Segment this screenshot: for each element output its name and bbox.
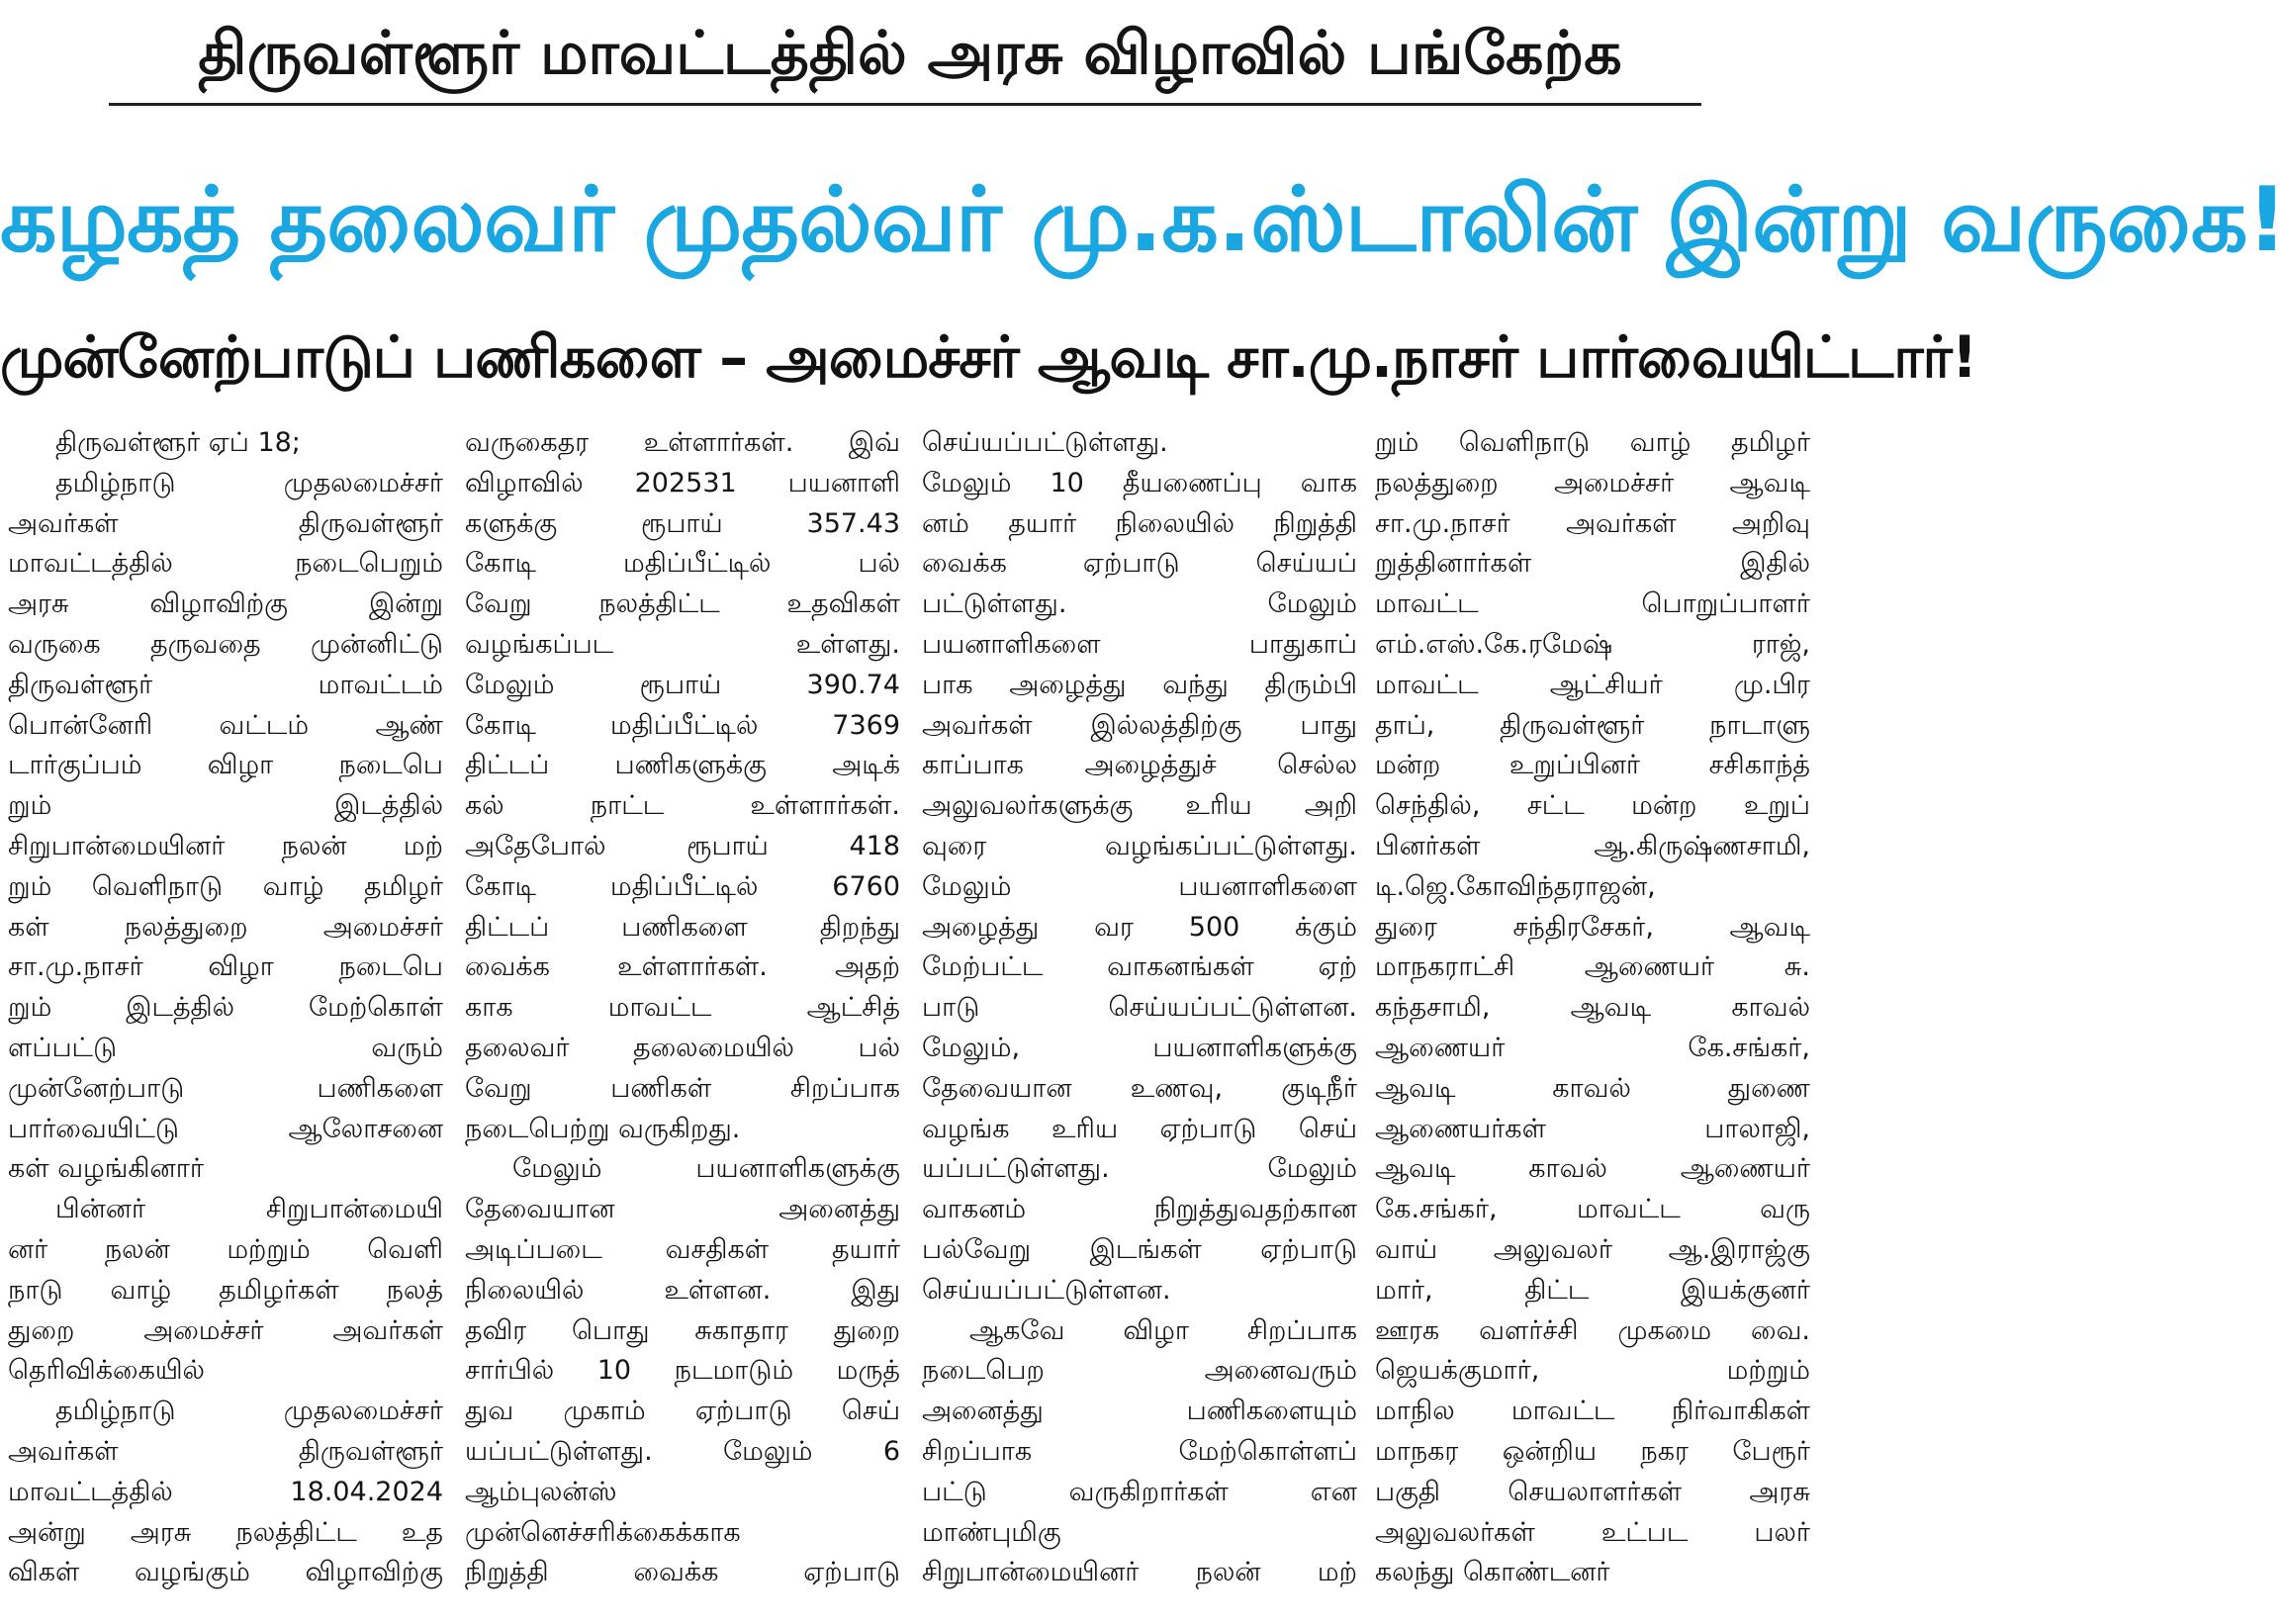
article-line: மாவட்டத்தில் 18.04.2024 (8, 1476, 443, 1507)
article-line: அதேபோல் ரூபாய் 418 (465, 830, 900, 861)
article-column-3 (922, 423, 1357, 1610)
article-line: விழாவில் 202531 பயனாளி (465, 467, 900, 498)
article-line: பொன்னேரி வட்டம் ஆண் (8, 709, 443, 741)
article-line: வருகைதர உள்ளார்கள். இவ் (465, 427, 900, 458)
article-line: எம்.எஸ்.கே.ரமேஷ் ராஜ், (1375, 628, 1810, 660)
article-line: அழைத்து வர 500 க்கும் (922, 911, 1357, 943)
article-line: கள் வழங்கினார் (8, 1153, 204, 1185)
article-line: அவர்கள் திருவள்ளூர் (8, 507, 443, 539)
article-line: காக மாவட்ட ஆட்சித் (465, 992, 900, 1024)
article-line: விகள் வழங்கும் விழாவிற்கு (8, 1557, 443, 1588)
article-line: அவர்கள் இல்லத்திற்கு பாது (922, 709, 1357, 741)
article-line: மேலும் பயனாளிகளுக்கு (512, 1153, 900, 1185)
article-line: னர் நலன் மற்றும் வெளி (8, 1233, 443, 1265)
article-line: திருவள்ளூர் ஏப் 18; (55, 427, 301, 458)
article-line: னம் தயார் நிலையில் நிறுத்தி (922, 507, 1357, 539)
article-line: கோடி மதிப்பீட்டில் 7369 (465, 709, 900, 741)
article-line: ஆகவே விழா சிறப்பாக (969, 1314, 1357, 1346)
article-line: ஆவடி காவல் துணை (1375, 1072, 1810, 1104)
article-line: ஊரக வளர்ச்சி முகமை வை. (1375, 1314, 1810, 1346)
article-line: கலந்து கொண்டனர் (1375, 1557, 1610, 1588)
article-line: வேறு நலத்திட்ட உதவிகள் (465, 588, 900, 620)
article-line: வழங்க உரிய ஏற்பாடு செய் (922, 1113, 1357, 1144)
article-line: செய்யப்பட்டுள்ளது. (922, 427, 1168, 458)
article-line: றுத்தினார்கள் இதில் (1375, 548, 1810, 580)
article-line: மேலும் பயனாளிகளை (922, 870, 1357, 902)
article-line: டார்குப்பம் விழா நடைபெ (8, 750, 443, 781)
article-line: தமிழ்நாடு முதலமைச்சர் (55, 1396, 443, 1427)
article-line: தவிர பொது சுகாதார துறை (465, 1314, 900, 1346)
article-line: ஆவடி காவல் ஆணையர் (1375, 1153, 1810, 1185)
article-line: வேறு பணிகள் சிறப்பாக (465, 1072, 900, 1104)
article-line: துறை அமைச்சர் அவர்கள் (8, 1314, 443, 1346)
article-line: அடிப்படை வசதிகள் தயார் (465, 1233, 900, 1265)
article-line: செய்யப்பட்டுள்ளன. (922, 1274, 1171, 1306)
article-line: அவர்கள் திருவள்ளூர் (8, 1435, 443, 1467)
article-line: வருகை தருவதை முன்னிட்டு (8, 628, 443, 660)
article-line: ஆணையர்கள் பாலாஜி, (1375, 1113, 1810, 1144)
article-line: சிறுபான்மையினர் நலன் மற் (922, 1557, 1357, 1588)
article-line: பாடு செய்யப்பட்டுள்ளன. (922, 992, 1357, 1024)
article-line: தலைவர் தலைமையில் பல் (465, 1032, 900, 1063)
article-line: நடைபெற்று வருகிறது. (465, 1113, 741, 1144)
article-line: றும் வெளிநாடு வாழ் தமிழர் (8, 870, 443, 902)
article-line: முன்னெச்சரிக்கைக்காக (465, 1516, 741, 1548)
article-line: மேற்பட்ட வாகனங்கள் ஏற் (922, 951, 1357, 983)
article-line: மேலும் 10 தீயணைப்பு வாக (922, 467, 1357, 498)
article-line: வைக்க ஏற்பாடு செய்யப் (922, 548, 1357, 580)
article-line: அனைத்து பணிகளையும் (922, 1396, 1357, 1427)
article-line: மாவட்ட ஆட்சியர் மு.பிர (1375, 669, 1810, 700)
article-line: பாக அழைத்து வந்து திரும்பி (922, 669, 1357, 700)
article-line: துவ முகாம் ஏற்பாடு செய் (465, 1396, 900, 1427)
article-line: பின்னர் சிறுபான்மையி (55, 1194, 443, 1225)
article-line: ஜெயக்குமார், மற்றும் (1375, 1355, 1810, 1387)
article-line: கள் நலத்துறை அமைச்சர் (8, 911, 443, 943)
article-line: நாடு வாழ் தமிழர்கள் நலத் (8, 1274, 443, 1306)
kicker-rule (109, 103, 1701, 106)
article-line: மன்ற உறுப்பினர் சசிகாந்த் (1375, 750, 1810, 781)
article-line: பல்வேறு இடங்கள் ஏற்பாடு (922, 1233, 1357, 1265)
article-line: சார்பில் 10 நடமாடும் மருத் (465, 1355, 900, 1387)
article-line: மேலும், பயனாளிகளுக்கு (922, 1032, 1357, 1063)
article-line: றும் இடத்தில் மேற்கொள் (8, 992, 443, 1024)
article-body (8, 423, 1810, 1610)
main-headline: கழகத் தலைவர் முதல்வர் மு.க.ஸ்டாலின் இன்று வருகை! (0, 168, 2286, 272)
article-line: சா.மு.நாசர் விழா நடைபெ (8, 951, 443, 983)
article-line: பினர்கள் ஆ.கிருஷ்ணசாமி, (1375, 830, 1810, 861)
article-line: துரை சந்திரசேகர், ஆவடி (1375, 911, 1810, 943)
article-line: மாநில மாவட்ட நிர்வாகிகள் (1375, 1396, 1810, 1427)
article-line: மாவட்டத்தில் நடைபெறும் (8, 548, 443, 580)
article-line: அன்று அரசு நலத்திட்ட உத (8, 1516, 443, 1548)
article-line: மாநகராட்சி ஆணையர் சு. (1375, 951, 1810, 983)
article-line: திட்டப் பணிகளுக்கு அடிக் (465, 750, 900, 781)
article-line: நலத்துறை அமைச்சர் ஆவடி (1375, 467, 1810, 498)
article-line: வழங்கப்பட உள்ளது. (465, 628, 900, 660)
article-line: றும் இடத்தில் (8, 790, 443, 822)
article-line: காப்பாக அழைத்துச் செல்ல (922, 750, 1357, 781)
kicker-heading: திருவள்ளூர் மாவட்டத்தில் அரசு விழாவில் பங்கேற்க (198, 19, 1622, 88)
article-line: சா.மு.நாசர் அவர்கள் அறிவு (1375, 507, 1810, 539)
article-column-1 (8, 423, 443, 1610)
article-line: யப்பட்டுள்ளது. மேலும் (922, 1153, 1357, 1185)
article-line: தமிழ்நாடு முதலமைச்சர் (55, 467, 443, 498)
article-line: யப்பட்டுள்ளது. மேலும் 6 (465, 1435, 900, 1467)
article-line: தாப், திருவள்ளூர் நாடாளு (1375, 709, 1810, 741)
article-line: சிறப்பாக மேற்கொள்ளப் (922, 1435, 1357, 1467)
article-line: அலுவலர்கள் உட்பட பலர் (1375, 1516, 1810, 1548)
article-line: கல் நாட்ட உள்ளார்கள். (465, 790, 900, 822)
article-line: நடைபெற அனைவரும் (922, 1355, 1357, 1387)
article-line: சிறுபான்மையினர் நலன் மற் (8, 830, 443, 861)
sub-headline: முன்னேற்பாடுப் பணிகளை – அமைச்சர் ஆவடி சா.மு.நாசர் பார்வையிட்டார்! (0, 323, 1977, 391)
article-line: பார்வையிட்டு ஆலோசனை (8, 1113, 443, 1144)
article-line: மார், திட்ட இயக்குனர் (1375, 1274, 1810, 1306)
article-line: ளப்பட்டு வரும் (8, 1032, 443, 1063)
article-line: மாண்புமிகு (922, 1516, 1061, 1548)
article-line: பயனாளிகளை பாதுகாப் (922, 628, 1357, 660)
article-line: வைக்க உள்ளார்கள். அதற் (465, 951, 900, 983)
article-line: பகுதி செயலாளர்கள் அரசு (1375, 1476, 1810, 1507)
article-line: ஆணையர் கே.சங்கர், (1375, 1032, 1810, 1063)
article-line: திருவள்ளூர் மாவட்டம் (8, 669, 443, 700)
article-line: அரசு விழாவிற்கு இன்று (8, 588, 443, 620)
article-line: கோடி மதிப்பீட்டில் 6760 (465, 870, 900, 902)
article-line: மாநகர ஒன்றிய நகர பேரூர் (1375, 1435, 1810, 1467)
article-line: வாகனம் நிறுத்துவதற்கான (922, 1194, 1357, 1225)
article-line: ஆம்புலன்ஸ் (465, 1476, 617, 1507)
article-line: மாவட்ட பொறுப்பாளர் (1375, 588, 1810, 620)
article-line: கோடி மதிப்பீட்டில் பல் (465, 548, 900, 580)
article-line: தெரிவிக்கையில் (8, 1355, 205, 1387)
article-line: வாய் அலுவலர் ஆ.இராஜ்கு (1375, 1233, 1810, 1265)
article-line: முன்னேற்பாடு பணிகளை (8, 1072, 443, 1104)
article-line: மேலும் ரூபாய் 390.74 (465, 669, 900, 700)
article-line: நிறுத்தி வைக்க ஏற்பாடு (465, 1557, 900, 1588)
article-line: தேவையான அனைத்து (465, 1194, 900, 1225)
article-line: பட்டுள்ளது. மேலும் (922, 588, 1357, 620)
article-line: கே.சங்கர், மாவட்ட வரு (1375, 1194, 1810, 1225)
article-line: வுரை வழங்கப்பட்டுள்ளது. (922, 830, 1357, 861)
article-line: களுக்கு ரூபாய் 357.43 (465, 507, 900, 539)
article-line: செந்தில், சட்ட மன்ற உறுப் (1375, 790, 1810, 822)
article-line: நிலையில் உள்ளன. இது (465, 1274, 900, 1306)
article-line: தேவையான உணவு, குடிநீர் (922, 1072, 1357, 1104)
article-line: அலுவலர்களுக்கு உரிய அறி (922, 790, 1357, 822)
article-column-2 (465, 423, 900, 1610)
article-line: டி.ஜெ.கோவிந்தராஜன், (1375, 870, 1656, 902)
article-line: கந்தசாமி, ஆவடி காவல் (1375, 992, 1810, 1024)
article-line: திட்டப் பணிகளை திறந்து (465, 911, 900, 943)
article-line: பட்டு வருகிறார்கள் என (922, 1476, 1357, 1507)
article-line: றும் வெளிநாடு வாழ் தமிழர் (1375, 427, 1810, 458)
article-column-4 (1375, 423, 1810, 1610)
